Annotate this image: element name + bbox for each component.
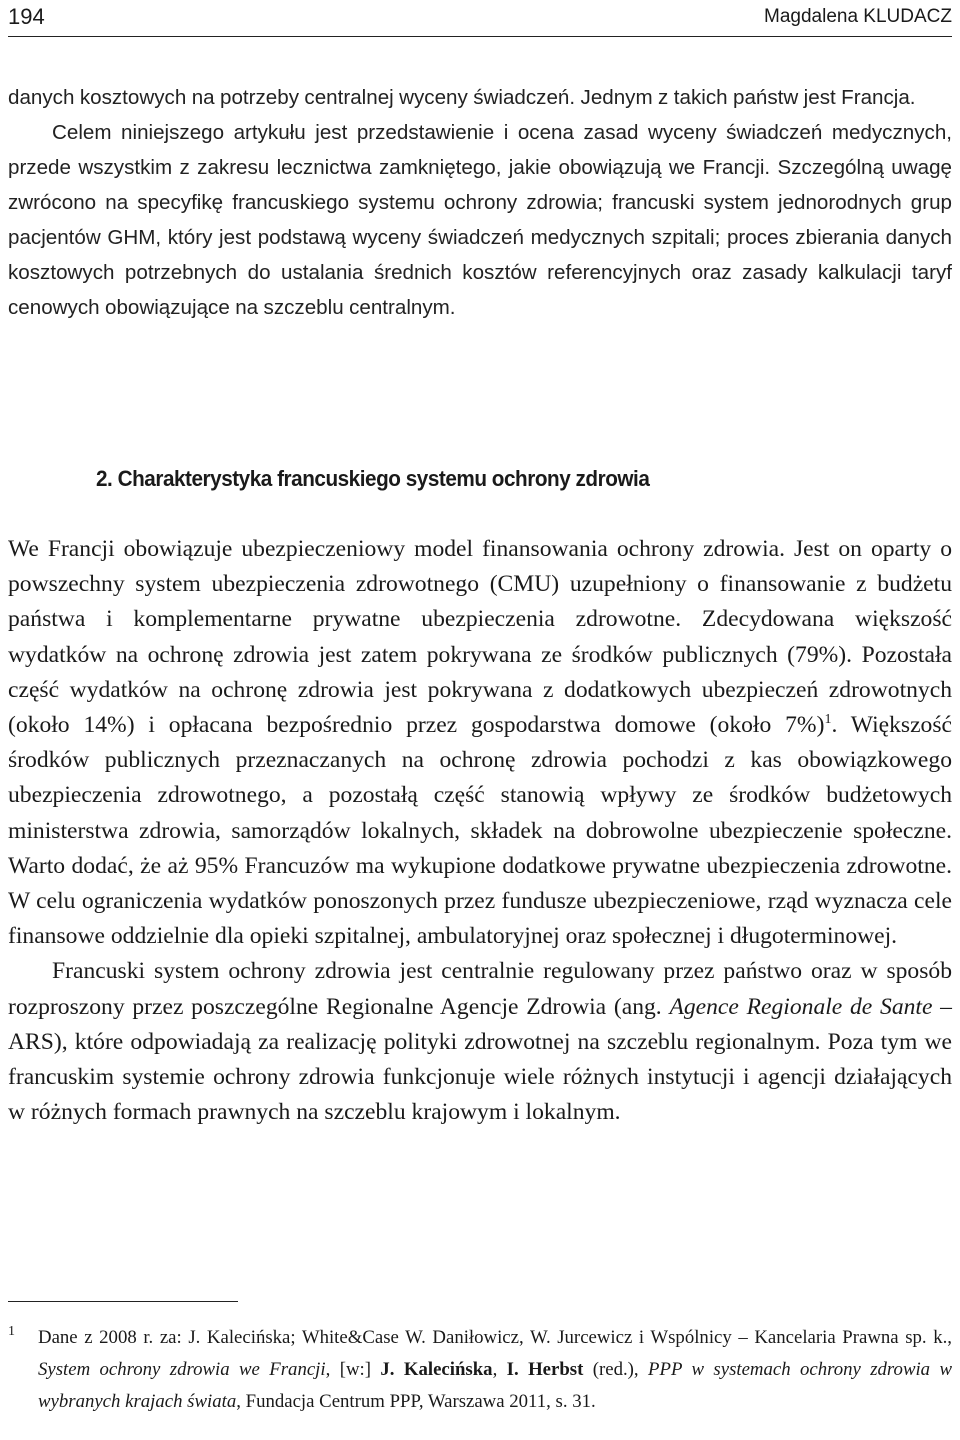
running-author: Magdalena KLUDACZ xyxy=(764,6,952,27)
body-paragraph-2 xyxy=(8,954,952,1130)
footnote-t4: (red.), xyxy=(583,1359,649,1380)
body-p1-b: . Większość środków publicznych przeznaczanych na ochronę zdrowia pochodzi z kas obowiązkowego ubezpieczenia zdrowotnego, a pozostałą część stanowią wpływy ze środków budżetowych ministerstwa zdrowia, samorządów lokalnych, składek na dobrowolne ubezpieczenie społeczne. Warto dodać, że aż 95% Francuzów ma wykupione dodatkowe prywatne ubezpieczenia zdrowotne. W celu ograniczenia wydatków ponoszonych przez fundusze ubezpieczeniowe, rząd wyznacza cele finansowe oddzielnie dla opieki szpitalnej, ambulatoryjnej oraz społecznej i długoterminowej. xyxy=(8,712,953,950)
footnote xyxy=(8,1322,952,1418)
body-p1-a: We Francji obowiązuje ubezpieczeniowy model finansowania ochrony zdrowia. Jest on oparty o powszechny system ubezpieczenia zdrowotnego (CMU) uzupełniony o finansowanie z budżetu państwa i komplementarne prywatne ubezpieczenia zdrowotne. Zdecydowana większość wydatków na ochronę zdrowia jest zatem pokrywana ze środków publicznych (79%). Pozostała część wydatków na ochronę zdrowia jest pokrywana z dodatkowych ubezpieczeń zdrowotnych (około 14%) i opłacana bezpośrednio przez gospodarstwa domowe (około 7%) xyxy=(8,536,952,739)
footnote-t4-italic: PPP w systemach ochrony zdrowia w wybranych krajach świata xyxy=(38,1359,952,1412)
intro-paragraph-2 xyxy=(8,115,952,325)
footnote-body xyxy=(38,1322,952,1418)
intro-text xyxy=(8,80,952,325)
footnote-reference[interactable]: 1 xyxy=(824,712,832,728)
body-text xyxy=(8,532,952,1130)
footnote-t3-bold: I. Herbst xyxy=(506,1359,584,1380)
page-number: 194 xyxy=(8,4,45,29)
intro-paragraph-1: danych kosztowych na potrzeby centralnej wyceny świadczeń. Jednym z takich państw jest Francja. xyxy=(8,86,916,109)
body-p2-b: – ARS), które odpowiadają za realizację polityki zdrowotnej na szczeblu regionalnym. Poza tym we francuskim systemie ochrony zdrowia funkcjonuje wiele różnych instytucji i agencji działających w różnych formach prawnych na szczeblu krajowym i lokalnym. xyxy=(8,993,952,1126)
running-header xyxy=(8,0,952,37)
intro-paragraph-2-part-a: Celem niniejszego artykułu jest przedstawienie i ocena zasad wyceny świadczeń medycznych, przede wszystkim z zakresu lecznictwa zamkniętego, jakie obowiązują we Francji. xyxy=(8,121,952,179)
footnote-mark: 1 xyxy=(8,1324,15,1339)
footnote-separator xyxy=(8,1301,238,1302)
footnote-t1: Dane z 2008 r. za: J. Kalecińska; White&Case W. Daniłowicz, W. Jurcewicz i Wspólnicy – Kancelaria Prawna sp. k., xyxy=(38,1327,952,1348)
body-p2-a: Francuski system ochrony zdrowia jest centralnie regulowany przez państwo oraz w sposób rozproszony przez poszczególne Regionalne Agencje Zdrowia (ang. xyxy=(8,958,952,1020)
footnote-t2: , [w:] xyxy=(325,1359,381,1380)
footnote-t3: , xyxy=(492,1359,507,1380)
footnote-t1-italic: System ochrony zdrowia we Francji xyxy=(38,1359,326,1380)
body-p2-italic: Agence Regionale de Sante xyxy=(669,993,933,1020)
footnote-t2-bold: J. Kalecińska xyxy=(380,1359,493,1380)
section-heading: 2. Charakterystyka francuskiego systemu ochrony zdrowia xyxy=(96,466,650,491)
intro-paragraph-2-part-b: Szczególną uwagę zwrócono na specyfikę francuskiego systemu ochrony zdrowia; francuski system jednorodnych grup pacjentów GHM, który jest podstawą wyceny świadczeń medycznych szpitali; proces zbierania danych kosztowych potrzebnych do ustalania średnich kosztów referencyjnych oraz zasady kalkulacji taryf cenowych obowiązujące na szczeblu centralnym. xyxy=(8,156,952,319)
footnote-t5: , Fundacja Centrum PPP, Warszawa 2011, s. 31. xyxy=(236,1391,596,1412)
body-paragraph-1 xyxy=(8,532,952,954)
